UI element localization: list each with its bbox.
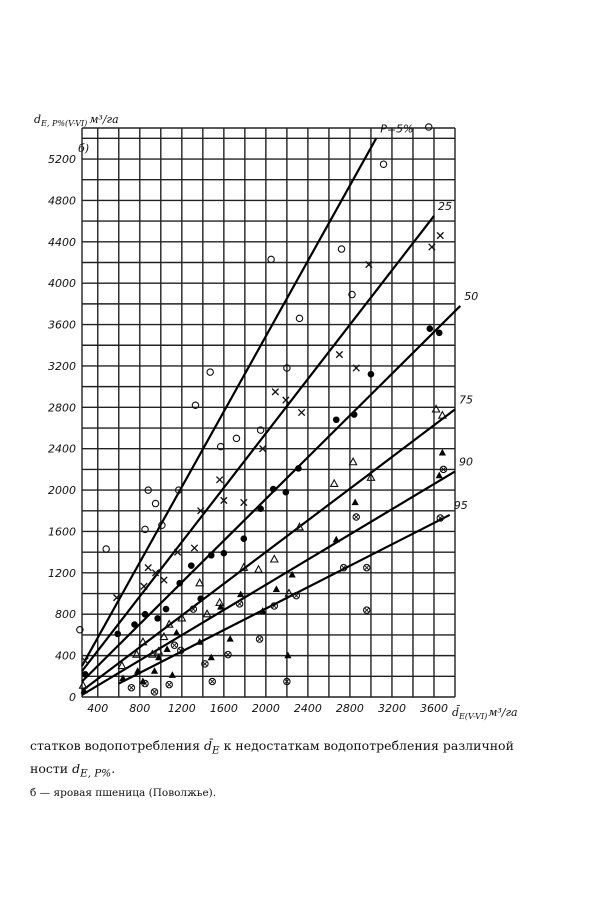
y-tick-label: 1600 xyxy=(48,525,76,539)
caption-text: ности xyxy=(30,760,73,776)
caption-symbol: d̄ xyxy=(203,738,212,753)
caption-line-2 xyxy=(30,760,518,783)
marker-filled-circle xyxy=(131,621,138,628)
curve-label: 50 xyxy=(464,289,479,303)
data-point xyxy=(352,499,359,506)
data-point xyxy=(338,246,344,252)
marker-cross xyxy=(336,351,342,357)
data-point xyxy=(353,514,359,520)
x-tick-label: 3200 xyxy=(377,702,406,715)
data-point xyxy=(368,371,375,378)
marker-crossed-circle-cross xyxy=(129,685,133,689)
data-point xyxy=(163,606,170,613)
x-tick-label: 2000 xyxy=(251,702,280,715)
caption-text: к недостаткам водопотребления различной xyxy=(219,738,514,753)
x-tick-label: 3600 xyxy=(419,702,448,715)
curve-label: 25 xyxy=(437,199,452,213)
marker-open-triangle xyxy=(255,566,262,573)
fit-line-P5 xyxy=(82,138,376,666)
marker-open-circle xyxy=(103,546,109,552)
curve-label: 95 xyxy=(453,498,468,512)
data-point xyxy=(268,256,274,262)
data-point xyxy=(82,671,89,678)
marker-filled-circle xyxy=(257,505,264,512)
data-point xyxy=(233,435,239,441)
data-point xyxy=(270,486,277,493)
y-tick-label: 4000 xyxy=(48,277,76,291)
marker-open-triangle xyxy=(439,412,446,419)
data-point xyxy=(380,161,386,167)
fit-line-90 xyxy=(82,471,455,694)
data-point xyxy=(241,499,247,505)
axis-ticks xyxy=(48,153,448,715)
marker-open-triangle xyxy=(331,480,338,487)
data-point xyxy=(271,555,278,562)
marker-open-circle xyxy=(426,124,432,130)
data-point xyxy=(197,595,204,602)
x-axis-label xyxy=(452,706,518,721)
y-tick-label: 4800 xyxy=(48,194,76,208)
fit-lines xyxy=(82,138,460,695)
data-point xyxy=(128,684,134,690)
data-point xyxy=(256,636,262,642)
marker-filled-circle xyxy=(270,486,277,493)
marker-filled-circle xyxy=(142,611,149,618)
caption-text: статков водопотребления xyxy=(30,738,204,753)
marker-filled-triangle xyxy=(289,571,296,578)
y-axis-label-unit: м³/га xyxy=(89,113,119,126)
marker-crossed-circle-cross xyxy=(152,690,156,694)
y-tick-label: 2800 xyxy=(48,401,76,415)
marker-cross xyxy=(161,577,167,583)
marker-cross xyxy=(216,477,222,483)
marker-filled-circle xyxy=(197,595,204,602)
data-point xyxy=(216,599,223,606)
x-axis-label-unit: м³/га xyxy=(488,706,518,719)
data-point xyxy=(439,412,446,419)
marker-filled-triangle xyxy=(169,671,176,678)
marker-filled-circle xyxy=(295,465,302,472)
data-point xyxy=(283,489,290,496)
marker-filled-circle xyxy=(208,552,215,559)
y-tick-label: 5200 xyxy=(48,153,76,167)
marker-open-triangle xyxy=(271,555,278,562)
x-tick-label: 1200 xyxy=(167,702,196,715)
y-axis-label-symbol: d xyxy=(34,113,42,126)
marker-filled-circle xyxy=(82,671,89,678)
marker-crossed-circle-cross xyxy=(354,515,358,519)
marker-open-circle xyxy=(152,500,158,506)
marker-filled-triangle xyxy=(273,585,280,592)
marker-open-circle xyxy=(338,246,344,252)
curve-label: 90 xyxy=(459,455,473,469)
marker-open-circle xyxy=(233,435,239,441)
x-tick-label: 2800 xyxy=(335,702,364,715)
caption-panel-note: б — яровая пшеница (Поволжье). xyxy=(30,787,217,799)
data-point xyxy=(364,564,370,570)
data-point xyxy=(273,585,280,592)
data-point xyxy=(207,369,213,375)
data-point xyxy=(289,571,296,578)
data-point xyxy=(188,562,195,569)
chart-grid xyxy=(82,128,455,697)
y-axis-label-subscript: E, P%(V-VI) xyxy=(41,119,88,128)
x-tick-label: 400 xyxy=(87,702,109,715)
marker-open-circle xyxy=(296,315,302,321)
data-point xyxy=(221,550,228,557)
panel-label: б) xyxy=(78,142,90,155)
y-tick-label: 800 xyxy=(55,608,76,622)
y-tick-label: 3600 xyxy=(48,318,76,332)
data-point xyxy=(331,480,338,487)
marker-cross xyxy=(191,545,197,551)
data-point xyxy=(216,477,222,483)
data-point xyxy=(114,631,121,638)
y-tick-label: 0 xyxy=(69,691,76,704)
data-point xyxy=(255,566,262,573)
data-point xyxy=(426,325,433,332)
marker-filled-triangle xyxy=(227,635,234,642)
marker-filled-circle xyxy=(426,325,433,332)
marker-crossed-circle-cross xyxy=(172,643,176,647)
marker-filled-circle xyxy=(163,606,170,613)
y-axis-label xyxy=(34,113,119,128)
caption-subscript: E, P% xyxy=(80,767,112,779)
marker-filled-circle xyxy=(114,631,121,638)
marker-crossed-circle-cross xyxy=(365,608,369,612)
marker-open-triangle xyxy=(216,599,223,606)
marker-open-circle xyxy=(207,369,213,375)
y-tick-label: 4400 xyxy=(48,235,76,249)
marker-filled-triangle xyxy=(439,449,446,456)
fit-line-50 xyxy=(82,306,460,682)
caption-symbol: d xyxy=(72,760,81,776)
marker-crossed-circle-cross xyxy=(167,682,171,686)
x-axis-label-symbol: d̄ xyxy=(452,706,460,719)
data-point xyxy=(191,545,197,551)
data-point xyxy=(151,667,158,674)
marker-cross xyxy=(298,409,304,415)
data-point xyxy=(154,615,161,622)
x-axis-label-subscript: E(V-VI) xyxy=(459,712,488,721)
data-point xyxy=(295,465,302,472)
data-point xyxy=(79,682,86,689)
marker-filled-circle xyxy=(436,330,443,337)
data-point xyxy=(298,409,304,415)
data-point xyxy=(208,654,215,661)
marker-cross xyxy=(272,389,278,395)
fit-line-95 xyxy=(119,515,450,684)
x-tick-label: 2400 xyxy=(293,702,322,715)
marker-filled-circle xyxy=(333,416,340,423)
marker-filled-triangle xyxy=(352,499,359,506)
marker-filled-triangle xyxy=(151,667,158,674)
data-point xyxy=(351,411,358,418)
data-points xyxy=(77,124,447,695)
x-tick-label: 800 xyxy=(129,702,151,715)
data-point xyxy=(227,635,234,642)
data-point xyxy=(436,330,443,337)
marker-filled-circle xyxy=(351,411,358,418)
marker-filled-triangle xyxy=(173,629,180,636)
marker-filled-circle xyxy=(176,580,183,587)
data-point xyxy=(176,580,183,587)
marker-filled-triangle xyxy=(208,654,215,661)
data-point xyxy=(152,500,158,506)
marker-crossed-circle-cross xyxy=(237,602,241,606)
marker-cross xyxy=(241,499,247,505)
marker-crossed-circle-cross xyxy=(365,565,369,569)
y-tick-label: 2400 xyxy=(48,442,76,456)
marker-cross xyxy=(145,564,151,570)
marker-open-triangle xyxy=(79,682,86,689)
caption-subscript: E xyxy=(212,744,220,757)
y-tick-label: 1200 xyxy=(48,566,76,580)
data-point xyxy=(142,611,149,618)
marker-filled-circle xyxy=(221,550,228,557)
marker-crossed-circle-cross xyxy=(210,679,214,683)
data-point xyxy=(131,621,138,628)
data-point xyxy=(439,449,446,456)
marker-filled-circle xyxy=(368,371,375,378)
data-point xyxy=(283,397,289,403)
data-point xyxy=(426,124,432,130)
data-point xyxy=(119,674,126,681)
data-point xyxy=(437,232,443,238)
data-point xyxy=(145,564,151,570)
curve-label: 75 xyxy=(459,393,473,407)
marker-open-circle xyxy=(380,161,386,167)
data-point xyxy=(296,315,302,321)
data-point xyxy=(166,681,172,687)
fit-line-25 xyxy=(82,216,434,671)
figure-caption xyxy=(30,737,518,802)
data-point xyxy=(151,689,157,695)
marker-filled-triangle xyxy=(333,536,340,543)
caption-text: . xyxy=(111,760,116,776)
data-point xyxy=(208,552,215,559)
data-point xyxy=(209,678,215,684)
marker-filled-circle xyxy=(283,489,290,496)
data-point xyxy=(333,536,340,543)
marker-filled-circle xyxy=(154,615,161,622)
curve-label: P=5% xyxy=(380,122,414,136)
data-point xyxy=(272,389,278,395)
y-tick-label: 2000 xyxy=(48,484,76,498)
data-point xyxy=(173,629,180,636)
data-point xyxy=(171,642,177,648)
caption-line-1 xyxy=(30,737,518,760)
marker-filled-triangle xyxy=(119,674,126,681)
data-point xyxy=(225,651,231,657)
y-tick-label: 400 xyxy=(55,649,76,663)
data-point xyxy=(336,351,342,357)
marker-crossed-circle-cross xyxy=(257,637,261,641)
data-point xyxy=(161,577,167,583)
data-point xyxy=(333,416,340,423)
data-point xyxy=(257,505,264,512)
marker-cross xyxy=(283,397,289,403)
fit-line-75 xyxy=(82,409,455,690)
y-tick-label: 3200 xyxy=(48,359,76,373)
data-point xyxy=(241,535,248,542)
marker-filled-circle xyxy=(241,535,248,542)
marker-open-circle xyxy=(268,256,274,262)
marker-cross xyxy=(437,232,443,238)
data-point xyxy=(103,546,109,552)
x-tick-label: 1600 xyxy=(209,702,238,715)
data-point xyxy=(169,671,176,678)
data-point xyxy=(364,607,370,613)
marker-filled-circle xyxy=(188,562,195,569)
